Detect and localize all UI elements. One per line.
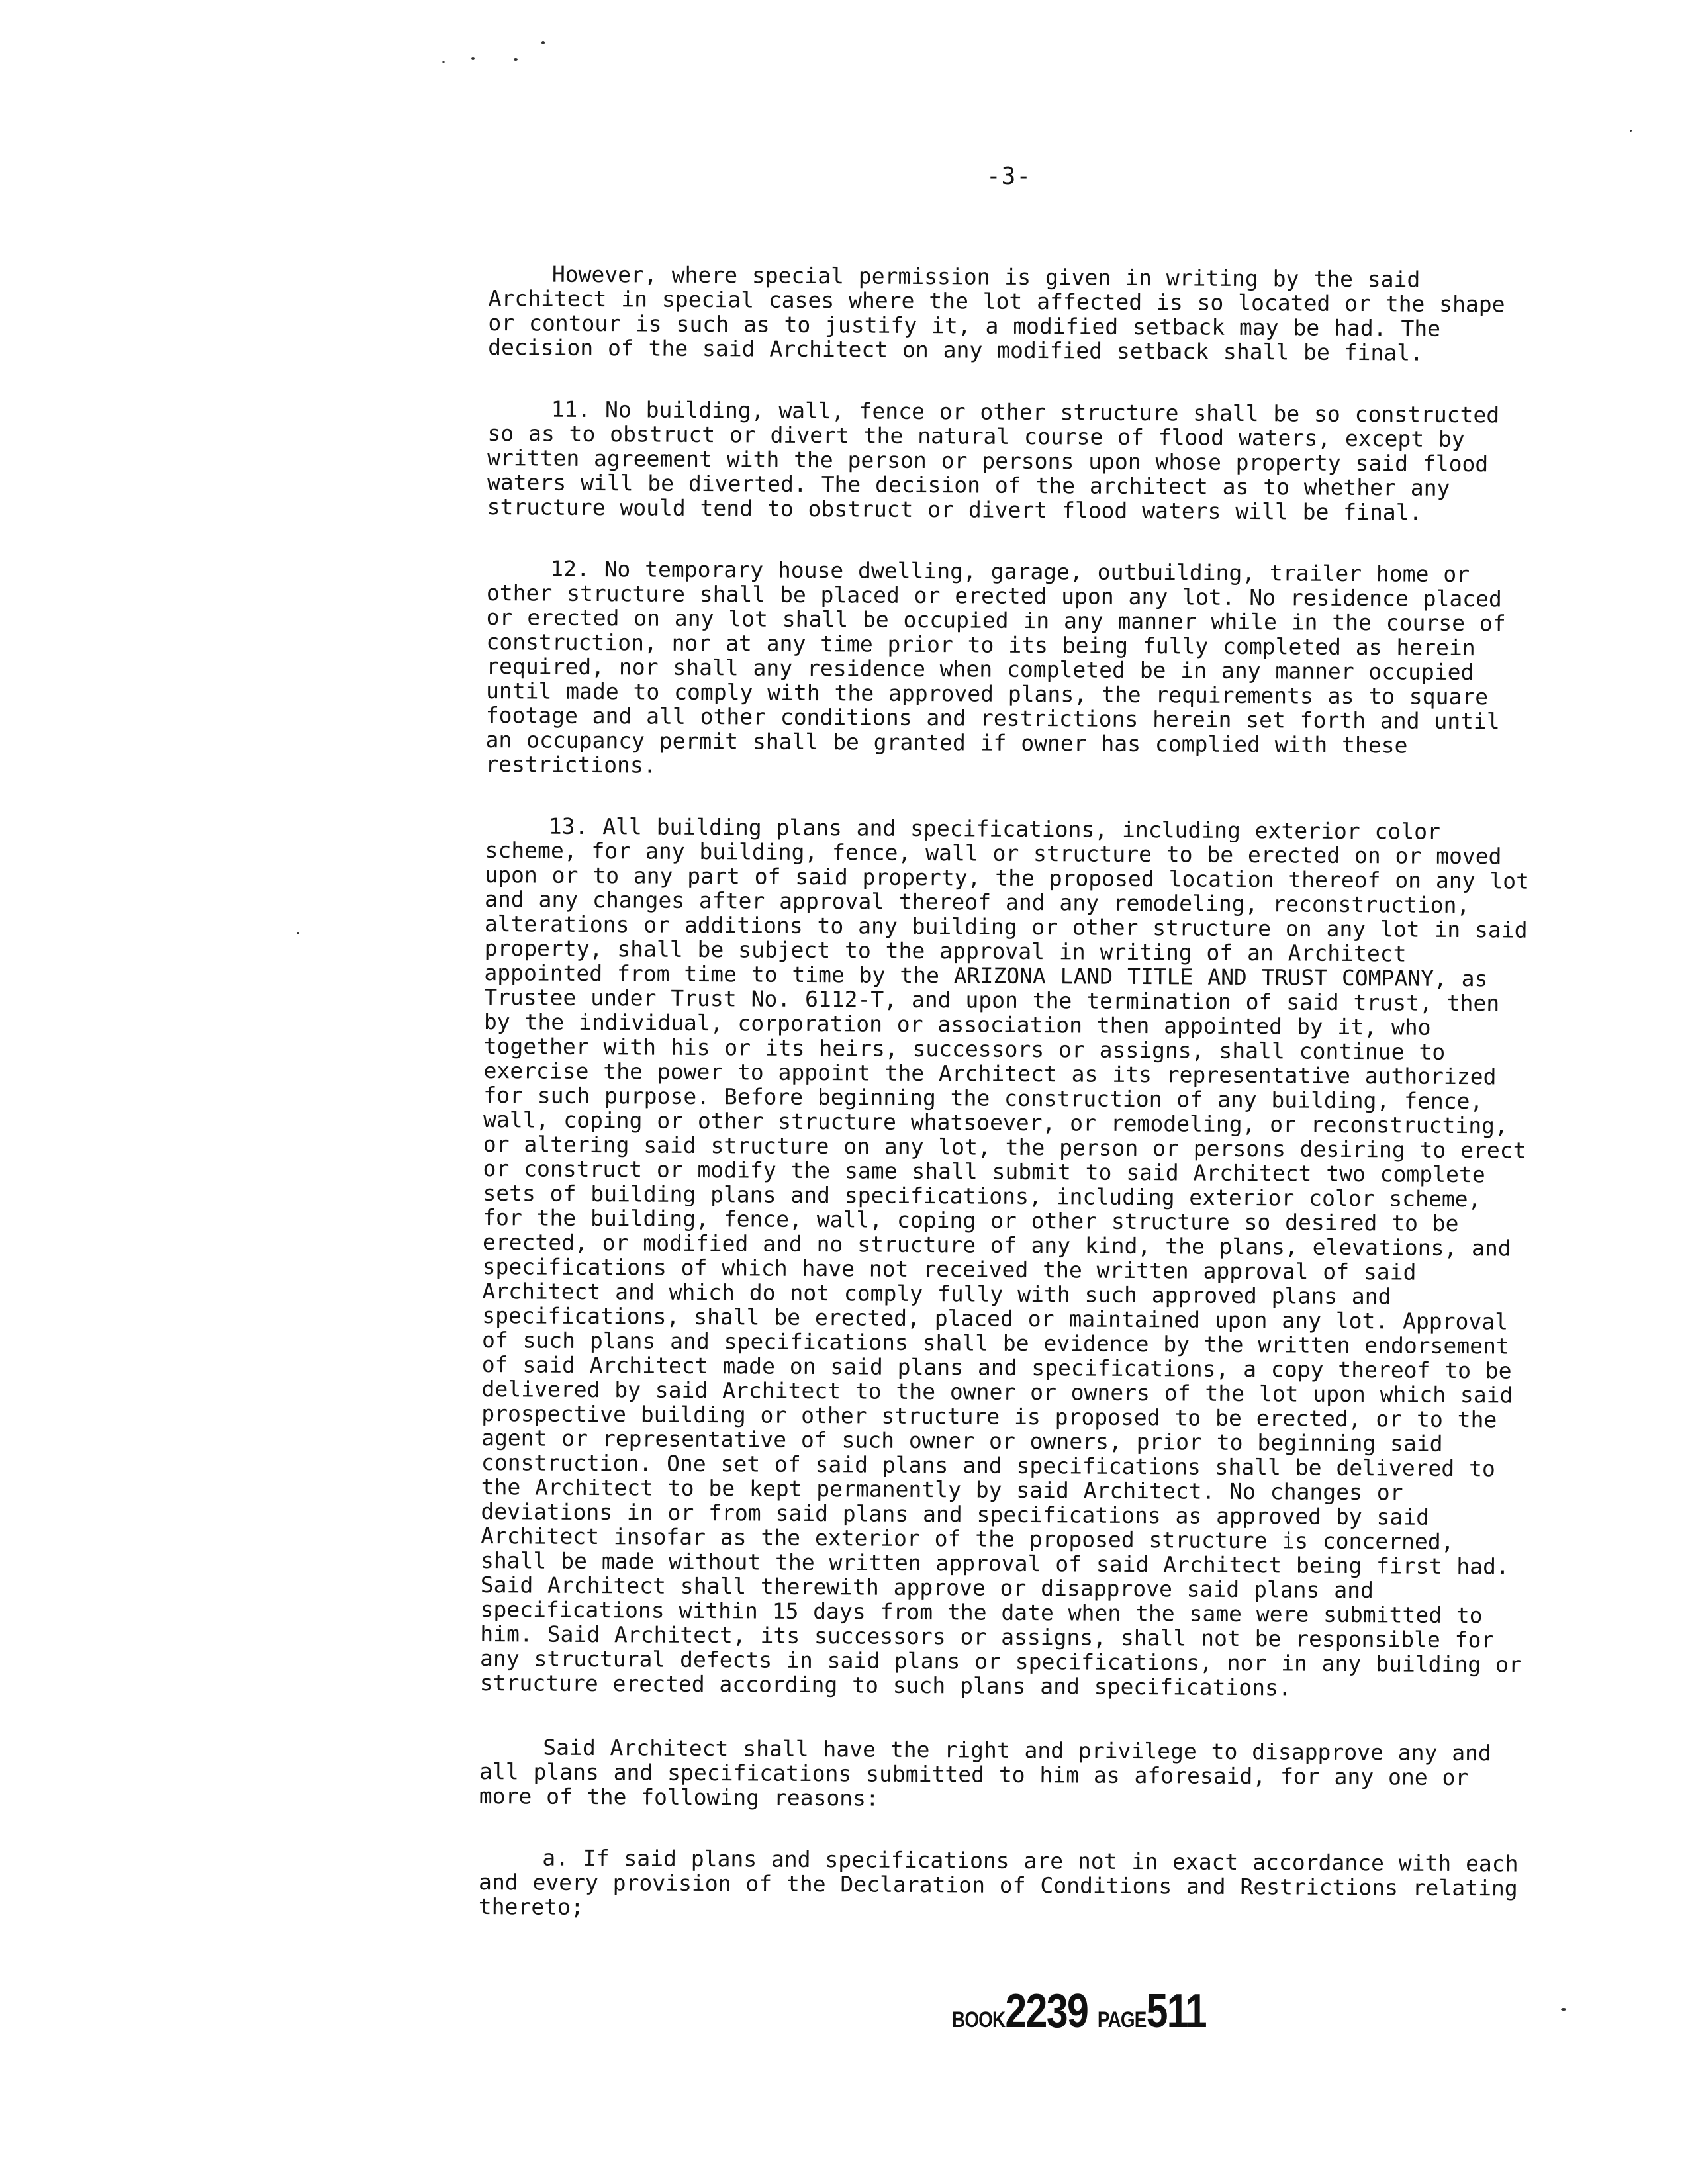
book-label: BOOK — [952, 2007, 1006, 2032]
document-body — [478, 261, 1534, 1962]
paragraph-11-flood-waters: 11. No building, wall, fence or other structure shall be so constructed so as to obstruct or divert the natural course of flood waters, except by written agreement with the person or persons upon whose property said flood waters will be diverted. The decision of the architect as to whether any structure would tend to obstruct or divert flood waters will be final. — [487, 396, 1500, 525]
scan-speck — [541, 41, 545, 44]
book-number: 2239 — [1005, 1985, 1088, 2038]
scan-speck — [1561, 2008, 1566, 2011]
scan-speck — [442, 61, 445, 63]
paragraph-12-temporary-structures: 12. No temporary house dwelling, garage, outbuilding, trailer home or other structure shall be placed or erected upon any lot. No residence placed or erected on any lot shall be occupied in any manner while in the course of construction, nor at any time prior to its being fully completed as herein required, nor shall any residence when completed be in any manner occupied until made to comply with the approved plans, the requirements as to square footage and all other conditions and restrictions herein set forth and until an occupancy permit shall be granted if owner has complied with these restrictions. — [485, 555, 1506, 778]
scan-speck — [297, 932, 299, 934]
book-page-stamp — [952, 1984, 1216, 2038]
stamp-page-number: 511 — [1146, 1985, 1206, 2038]
paragraph-13-architect-approval: 13. All building plans and specifications, including exterior color scheme, for any building, fence, wall or structure to be erected on or moved upon or to any part of said property, the proposed location thereof on any lot and any changes after approval thereof and any remodeling, reconstruction, alterations or additions to any building or other structure on any lot in said property, shall be subject to the approval in writing of an Architect appointed from time to time by the ARIZONA LAND TITLE AND TRUST COMPANY, as Trustee under Trust No. 6112-T, and upon the termination of said trust, then by the individual, corporation or association then appointed by it, who together with his or its heirs, successors or assigns, shall continue to exercise the power to appoint the Architect as its representative authorized for such purpose. Before beginning the construction of any building, fence, wall, coping or other structure whatsoever, or remodeling, or reconstructing, or altering said structure on any lot, the person or persons desiring to erect or construct or modify the same shall submit to said Architect two complete sets of building plans and specifications, including exterior color scheme, for the building, fence, wall, coping or other structure so desired to be erected, or modified and no structure of any kind, the plans, elevations, and specifications of which have not received the written approval of said Architect and which do not comply fully with such approved plans and specifications, shall be erected, placed or maintained upon any lot. Approval of such plans and specifications shall be evidence by the written endorsement of said Architect made on said plans and specifications, a copy thereof to be delivered by said Architect to the owner or owners of the lot upon which said prospective building or other structure is proposed to be erected, or to the agent or representative of such owner or owners, prior to beginning said construction. One set of said plans and specifications shall be delivered to the Architect to be kept permanently by said Architect. No changes or deviations in or from said plans and specifications as approved by said Architect insofar as the exterior of the proposed structure is concerned, shall be made without the written approval of said Architect being first had. Said Architect shall therewith approve or disapprove said plans and specifications within 15 days from the date when the same were submitted to him. Said Architect, its successors or assigns, shall not be responsible for any structural defects in said plans or specifications, nor in any building or structure erected according to such plans and specifications. — [479, 813, 1530, 1701]
scan-speck — [471, 57, 475, 60]
paragraph-setback-exception: However, where special permission is given in writing by the said Architect in special cases where the lot affected is so located or the shape or contour is such as to justify it, a modified setback may be had. The decision of the said Architect on any modified setback shall be final. — [488, 261, 1505, 366]
scan-speck — [514, 58, 518, 61]
page-number: -3- — [986, 163, 1032, 190]
page-label: PAGE — [1097, 2007, 1147, 2032]
paragraph-a-exact-accordance: a. If said plans and specifications are not in exact accordance with each and every provision of the Declaration of Conditions and Restrictions relating thereto; — [478, 1844, 1519, 1920]
scan-speck — [1630, 130, 1632, 132]
paragraph-disapproval-right: Said Architect shall have the right and privilege to disapprove any and all plans and specifications submitted to him as aforesaid, for any one or more of the following reasons: — [479, 1734, 1491, 1811]
